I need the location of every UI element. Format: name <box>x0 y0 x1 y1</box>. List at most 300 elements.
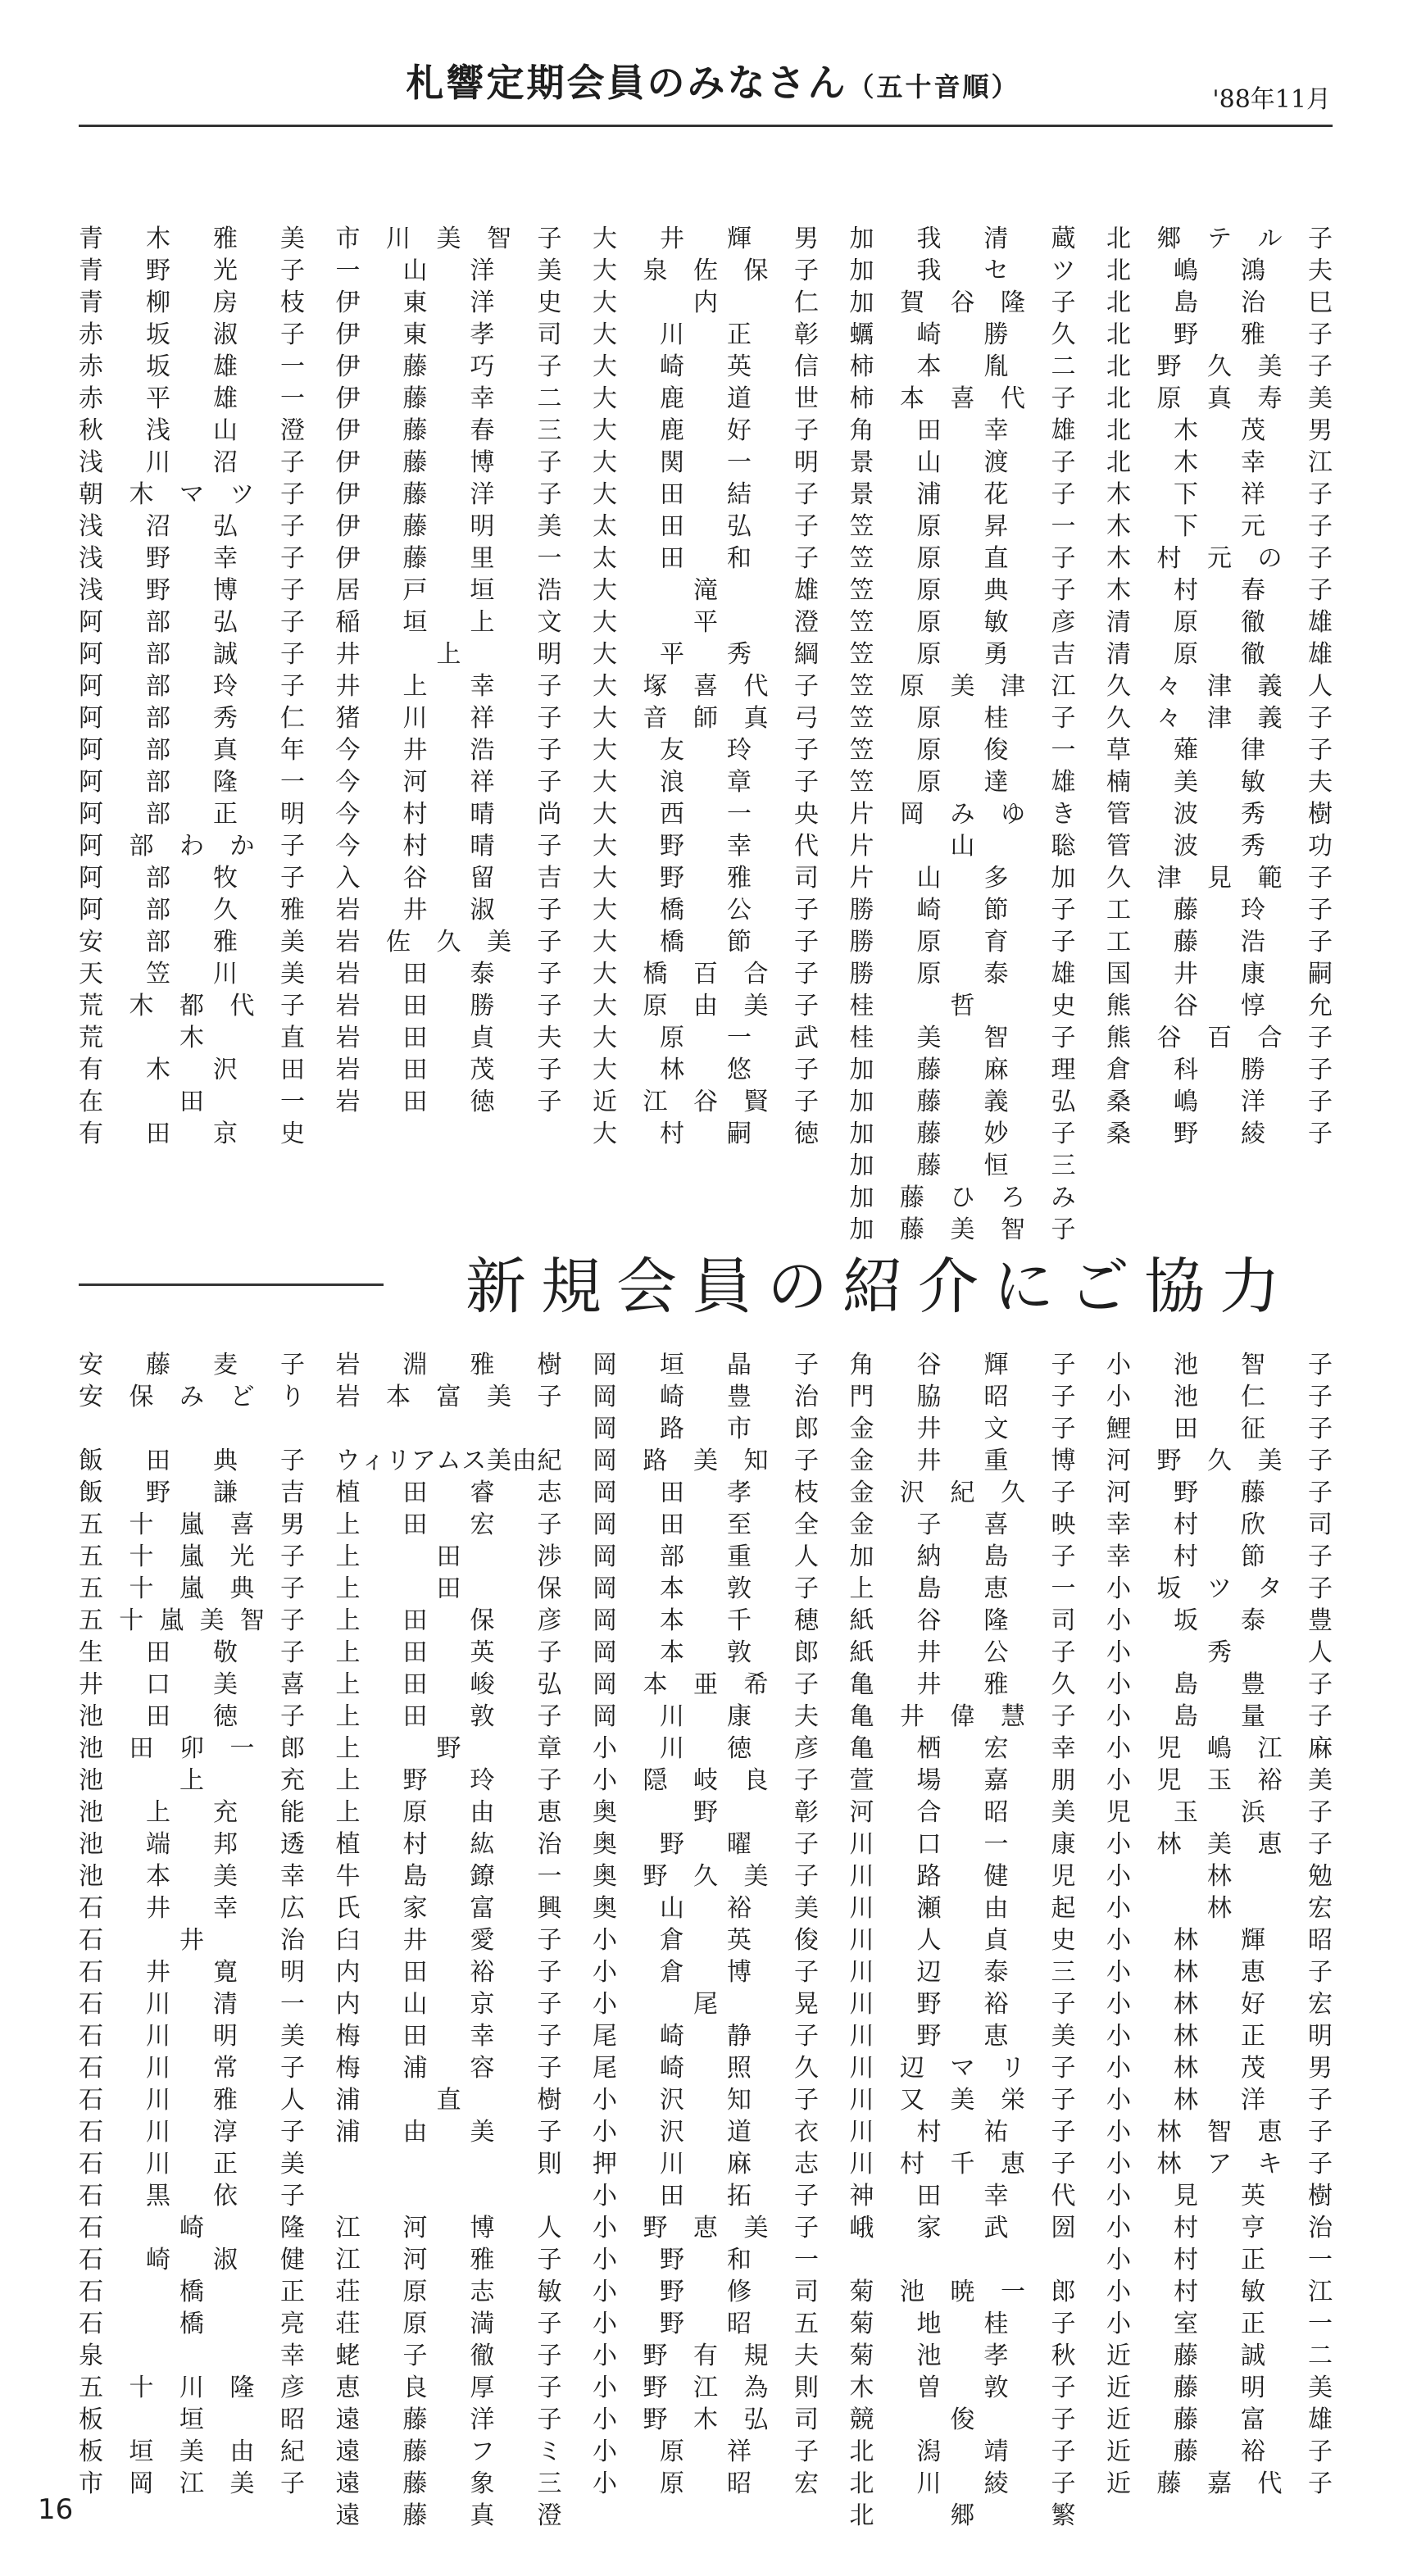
name-char: 幸 <box>983 2182 1009 2210</box>
name-char: 江 <box>1308 448 1333 477</box>
name-char: 川 <box>213 960 238 988</box>
name-char: 飯 <box>79 1479 103 1507</box>
name-char: 泉 <box>643 257 668 285</box>
member-name <box>336 415 562 447</box>
name-char: 孝 <box>727 1479 752 1507</box>
name-char: 小 <box>1106 1638 1131 1667</box>
name-char: 遠 <box>335 2406 361 2434</box>
name-char: 梅 <box>335 2022 361 2051</box>
member-name <box>336 1765 562 1797</box>
name-char: 角 <box>849 416 874 445</box>
member-name <box>593 1381 819 1413</box>
name-char: 加 <box>1051 864 1076 893</box>
name-char: 恵 <box>983 2022 1009 2051</box>
name-char: 子 <box>280 640 305 669</box>
name-char: 垣 <box>129 2437 154 2466</box>
member-name <box>336 2084 562 2116</box>
name-char: 光 <box>213 257 238 285</box>
name-char: 雅 <box>983 1670 1009 1699</box>
member-name <box>850 2052 1076 2084</box>
blank-row <box>336 1413 562 1445</box>
name-char: 子 <box>794 544 819 573</box>
name-char: 子 <box>1051 1479 1076 1507</box>
name-char: 谷 <box>916 1606 942 1635</box>
member-name <box>79 1892 305 1924</box>
name-char: 子 <box>794 257 819 285</box>
member-name <box>1106 479 1333 511</box>
name-char: 内 <box>693 288 718 317</box>
name-char: 象 <box>470 2469 495 2498</box>
name-char: 吉 <box>1051 640 1076 669</box>
name-char: 倉 <box>660 1958 684 1987</box>
name-char: 良 <box>743 1766 769 1795</box>
name-char: 子 <box>279 1606 305 1635</box>
name-char: 雄 <box>1308 2406 1333 2434</box>
name-char: 幸 <box>470 2022 495 2051</box>
name-char: 幸 <box>470 672 495 701</box>
name-char: 川 <box>849 2150 874 2178</box>
name-char: 木 <box>1106 512 1131 541</box>
member-name <box>850 1381 1076 1413</box>
name-char: 勉 <box>1308 1862 1333 1891</box>
name-char: 吉 <box>537 864 562 893</box>
name-char: 綾 <box>1241 1120 1265 1148</box>
name-char: 充 <box>213 1798 238 1827</box>
name-char: 修 <box>727 2278 752 2306</box>
name-char: 晴 <box>470 800 495 829</box>
member-name <box>336 479 562 511</box>
name-char: 美 <box>436 225 461 253</box>
name-char: 勝 <box>1241 1056 1265 1084</box>
member-name <box>850 638 1076 670</box>
name-char: 上 <box>335 1606 361 1635</box>
name-char: 洋 <box>470 288 495 317</box>
name-char: 林 <box>1174 2086 1198 2115</box>
name-char: 正 <box>213 800 238 829</box>
name-char: 公 <box>727 896 752 925</box>
name-char: 治 <box>537 1830 562 1859</box>
member-name <box>336 2372 562 2404</box>
name-char: セ <box>983 257 1009 285</box>
name-char: 沢 <box>660 2118 684 2147</box>
name-char: 達 <box>983 768 1009 797</box>
member-name <box>593 255 819 287</box>
member-name <box>1106 670 1333 702</box>
name-char: 小 <box>593 1958 617 1987</box>
name-char: 一 <box>983 1830 1009 1859</box>
name-char: 千 <box>950 2150 975 2178</box>
name-char: 勝 <box>849 896 874 925</box>
name-char: 大 <box>593 832 617 861</box>
name-char: 美 <box>229 2469 255 2498</box>
name-char: 史 <box>1051 992 1076 1020</box>
name-char: 浩 <box>537 576 562 605</box>
name-char: 赤 <box>79 384 103 413</box>
member-name <box>593 2372 819 2404</box>
name-char: 為 <box>743 2374 769 2402</box>
name-char: 子 <box>794 992 819 1020</box>
name-char: 原 <box>1156 384 1182 413</box>
name-char: 本 <box>900 384 924 413</box>
name-char: 澄 <box>794 608 819 637</box>
member-name <box>336 447 562 479</box>
name-char: 子 <box>280 608 305 637</box>
name-char: 林 <box>1156 1830 1182 1859</box>
name-char: 久 <box>1051 1670 1076 1699</box>
name-char: 野 <box>643 2214 668 2242</box>
name-char: 子 <box>1051 2150 1076 2178</box>
member-name <box>850 990 1076 1022</box>
name-char: 子 <box>794 2022 819 2051</box>
name-char: 岡 <box>129 2469 154 2498</box>
member-name <box>850 511 1076 543</box>
member-name <box>1106 1669 1333 1701</box>
name-char: 恵 <box>537 1798 562 1827</box>
member-name <box>1106 1413 1333 1445</box>
name-char: 沢 <box>900 1479 924 1507</box>
name-char: 一 <box>537 544 562 573</box>
name-char: 子 <box>537 480 562 509</box>
name-char: 司 <box>537 320 562 349</box>
name-char: 本 <box>660 1574 684 1603</box>
name-char: 敦 <box>727 1574 752 1603</box>
name-char: 川 <box>849 1894 874 1923</box>
name-char: 川 <box>146 2086 170 2115</box>
name-char: 智 <box>1241 1351 1265 1379</box>
member-name <box>1106 2436 1333 2468</box>
name-char: 渉 <box>537 1542 562 1571</box>
name-char: 川 <box>146 448 170 477</box>
name-char: 美 <box>743 992 769 1020</box>
name-char: 子 <box>794 2086 819 2115</box>
name-char: 藤 <box>1174 2374 1198 2402</box>
name-char: 重 <box>983 1447 1009 1475</box>
member-name <box>79 479 305 511</box>
name-char: 一 <box>1051 512 1076 541</box>
member-name <box>1106 2340 1333 2372</box>
member-name <box>79 1054 305 1086</box>
member-name <box>593 1509 819 1541</box>
name-char: 池 <box>1174 1351 1198 1379</box>
name-char: 嶋 <box>1174 1088 1198 1116</box>
name-char: 聡 <box>1051 832 1076 861</box>
name-char: 藤 <box>402 2406 428 2434</box>
member-name <box>1106 1349 1333 1381</box>
name-char: 木 <box>129 480 154 509</box>
member-name <box>79 1118 305 1150</box>
member-name <box>336 702 562 734</box>
member-name <box>336 1669 562 1701</box>
name-char: 真 <box>743 704 769 733</box>
name-char: 曜 <box>727 1830 752 1859</box>
member-name <box>1106 1022 1333 1054</box>
name-char: 美 <box>693 1447 718 1475</box>
name-char: 本 <box>660 1606 684 1635</box>
name-char: 野 <box>146 576 170 605</box>
name-char: 五 <box>79 1542 103 1571</box>
name-char: 起 <box>1051 1894 1076 1923</box>
name-char: 田 <box>660 1479 684 1507</box>
name-char: 幸 <box>213 1894 238 1923</box>
member-name <box>850 1509 1076 1541</box>
name-char: 太 <box>593 544 617 573</box>
name-char: 野 <box>1156 352 1182 381</box>
member-name <box>593 2084 819 2116</box>
name-char: 岡 <box>593 1351 617 1379</box>
name-char: 則 <box>794 2374 819 2402</box>
name-char: 美 <box>487 1447 511 1475</box>
name-char: 節 <box>983 896 1009 925</box>
name-char: 谷 <box>1174 992 1198 1020</box>
name-char: 崎 <box>916 896 942 925</box>
name-char: 山 <box>213 416 238 445</box>
name-char: 一 <box>229 1734 255 1763</box>
name-char: 池 <box>916 2342 942 2370</box>
name-char: 恵 <box>1241 1958 1265 1987</box>
name-char: 紙 <box>849 1638 874 1667</box>
name-char: 合 <box>916 1798 942 1827</box>
member-name <box>79 1381 305 1413</box>
name-char: 美 <box>199 1606 225 1635</box>
member-name <box>1106 543 1333 575</box>
name-char: 子 <box>1051 1351 1076 1379</box>
name-char: 亀 <box>849 1734 874 1763</box>
name-char: 我 <box>916 257 942 285</box>
member-name <box>850 1765 1076 1797</box>
name-char: 石 <box>79 2022 103 2051</box>
name-char: 直 <box>436 2086 461 2115</box>
name-char: 市 <box>79 2469 103 2498</box>
name-char: 田 <box>402 1702 428 1731</box>
name-char: 辺 <box>916 1958 942 1987</box>
name-char: 小 <box>1106 1734 1131 1763</box>
name-char: 岩 <box>335 1383 361 1411</box>
name-char: 下 <box>1174 512 1198 541</box>
name-char: 有 <box>79 1120 103 1148</box>
name-char: 子 <box>537 1056 562 1084</box>
member-name <box>593 1956 819 1988</box>
name-char: 田 <box>660 1511 684 1539</box>
name-char: 野 <box>693 1798 718 1827</box>
name-char: 見 <box>1174 2182 1198 2210</box>
name-char: 臼 <box>335 1926 361 1955</box>
name-char: 尾 <box>693 1990 718 2019</box>
name-char: 北 <box>1106 320 1131 349</box>
name-char: 泉 <box>79 2342 103 2370</box>
member-name <box>336 2244 562 2276</box>
name-char: 伊 <box>335 288 361 317</box>
name-char: 子 <box>794 2437 819 2466</box>
name-char: 子 <box>1051 928 1076 956</box>
name-char: 石 <box>79 2086 103 2115</box>
name-char: 村 <box>1174 2214 1198 2242</box>
name-char: 常 <box>213 2054 238 2083</box>
name-char: 子 <box>1308 896 1333 925</box>
name-char: 博 <box>1051 1447 1076 1475</box>
name-char: 樹 <box>537 1351 562 1379</box>
name-char: 大 <box>593 768 617 797</box>
name-char: 郎 <box>280 1734 305 1763</box>
name-char: キ <box>1257 2150 1283 2178</box>
name-char: 紀 <box>280 2437 305 2466</box>
member-name <box>1106 2052 1333 2084</box>
name-char: 美 <box>1308 2374 1333 2402</box>
name-char: 誠 <box>213 640 238 669</box>
member-name <box>1106 734 1333 766</box>
member-name <box>79 511 305 543</box>
name-char: 彰 <box>794 320 819 349</box>
name-char: 藤 <box>916 1056 942 1084</box>
member-name <box>850 830 1076 862</box>
name-char: 博 <box>213 576 238 605</box>
name-char: 子 <box>1051 1415 1076 1443</box>
name-char: 奥 <box>593 1798 617 1827</box>
name-char: 木 <box>129 992 154 1020</box>
name-char: 嵐 <box>159 1606 184 1635</box>
member-name <box>593 1086 819 1118</box>
section-divider <box>79 1254 1333 1344</box>
name-char: 木 <box>1174 416 1198 445</box>
member-name <box>850 1477 1076 1509</box>
name-char: 祥 <box>727 2437 752 2466</box>
name-char: 英 <box>1241 2182 1265 2210</box>
name-char: 景 <box>849 480 874 509</box>
name-char: 藤 <box>402 448 428 477</box>
member-name <box>593 383 819 415</box>
name-char: ゆ <box>1001 800 1025 829</box>
name-char: 全 <box>794 1511 819 1539</box>
member-name <box>593 543 819 575</box>
member-name <box>336 2340 562 2372</box>
name-char: 惇 <box>1241 992 1265 1020</box>
name-char: 子 <box>1308 2437 1333 2466</box>
name-char: 坂 <box>1156 1574 1182 1603</box>
name-char: 一 <box>1001 2278 1025 2306</box>
name-char: 弘 <box>727 512 752 541</box>
name-char: 恵 <box>1257 2118 1283 2147</box>
member-name <box>593 2244 819 2276</box>
name-char: み <box>1051 1184 1076 1212</box>
name-char: 桂 <box>849 1024 874 1052</box>
name-char: 巳 <box>1308 288 1333 317</box>
name-char: 能 <box>280 1798 305 1827</box>
name-char: 男 <box>1308 416 1333 445</box>
member-name <box>79 670 305 702</box>
member-name <box>79 1956 305 1988</box>
name-char: 石 <box>79 1894 103 1923</box>
name-char: 裕 <box>727 1894 752 1923</box>
name-char: 安 <box>79 928 103 956</box>
name-char: 子 <box>1308 512 1333 541</box>
member-name <box>79 1860 305 1892</box>
name-char: 平 <box>693 608 718 637</box>
name-char: 浩 <box>1241 928 1265 956</box>
name-char: 坂 <box>1174 1606 1198 1635</box>
name-char: 浪 <box>660 768 684 797</box>
name-char: 荘 <box>335 2278 361 2306</box>
new-member-list <box>79 1349 1333 2532</box>
name-char: 片 <box>849 864 874 893</box>
name-char: 雅 <box>470 1351 495 1379</box>
name-char: 朋 <box>1051 1766 1076 1795</box>
name-char: 賢 <box>743 1088 769 1116</box>
name-char: 昭 <box>727 2469 752 2498</box>
name-char: 寛 <box>213 1958 238 1987</box>
name-char: 大 <box>593 896 617 925</box>
member-name <box>850 2500 1076 2532</box>
name-char: 野 <box>660 1830 684 1859</box>
member-name <box>336 1541 562 1573</box>
name-char: 麻 <box>983 1056 1009 1084</box>
name-char: 近 <box>1106 2342 1131 2370</box>
member-name <box>336 255 562 287</box>
name-char: 哲 <box>950 992 975 1020</box>
name-char: 一 <box>335 257 361 285</box>
name-char: み <box>950 800 975 829</box>
name-char: 桑 <box>1106 1088 1131 1116</box>
name-char: 子 <box>1051 2374 1076 2402</box>
member-name <box>79 926 305 958</box>
member-name <box>79 894 305 926</box>
member-name <box>593 223 819 255</box>
name-char: 子 <box>794 1574 819 1603</box>
member-name <box>1106 2308 1333 2340</box>
member-name <box>1106 1086 1333 1118</box>
member-name <box>850 766 1076 798</box>
name-char: 子 <box>1308 1447 1333 1475</box>
name-char: 泰 <box>470 960 495 988</box>
name-char: 井 <box>660 225 684 253</box>
member-name <box>79 1701 305 1733</box>
member-name <box>593 2276 819 2308</box>
name-char: 熊 <box>1106 1024 1131 1052</box>
name-char: 子 <box>1051 1638 1076 1667</box>
name-char: 一 <box>1051 736 1076 765</box>
name-char: 子 <box>1051 2469 1076 2498</box>
name-char: 岡 <box>593 1383 617 1411</box>
name-char: 昭 <box>1308 1926 1333 1955</box>
name-char: 久 <box>436 928 461 956</box>
name-char: 三 <box>537 416 562 445</box>
name-char: 人 <box>794 1542 819 1571</box>
member-name <box>593 2308 819 2340</box>
name-char: 穂 <box>794 1606 819 1635</box>
name-char: 徳 <box>794 1120 819 1148</box>
name-char: 田 <box>402 1606 428 1635</box>
name-char: 子 <box>537 992 562 1020</box>
name-char: 加 <box>849 1088 874 1116</box>
member-name <box>79 830 305 862</box>
member-name <box>850 1637 1076 1669</box>
name-char: 典 <box>983 576 1009 605</box>
name-char: 藤 <box>1174 2342 1198 2370</box>
name-char: 子 <box>1308 352 1333 381</box>
name-char: 藤 <box>402 544 428 573</box>
name-char: 輝 <box>983 1351 1009 1379</box>
name-char: 田 <box>179 1088 204 1116</box>
name-char: 岡 <box>593 1542 617 1571</box>
name-char: 隆 <box>213 768 238 797</box>
name-char: 村 <box>1174 2278 1198 2306</box>
name-char: 崎 <box>660 2054 684 2083</box>
name-char: 道 <box>727 384 752 413</box>
name-char: 阿 <box>79 672 103 701</box>
name-char: 久 <box>1106 864 1131 893</box>
name-char: 小 <box>593 2374 617 2402</box>
name-char: 小 <box>1106 1862 1131 1891</box>
member-name <box>79 1445 305 1477</box>
name-char: 内 <box>335 1958 361 1987</box>
